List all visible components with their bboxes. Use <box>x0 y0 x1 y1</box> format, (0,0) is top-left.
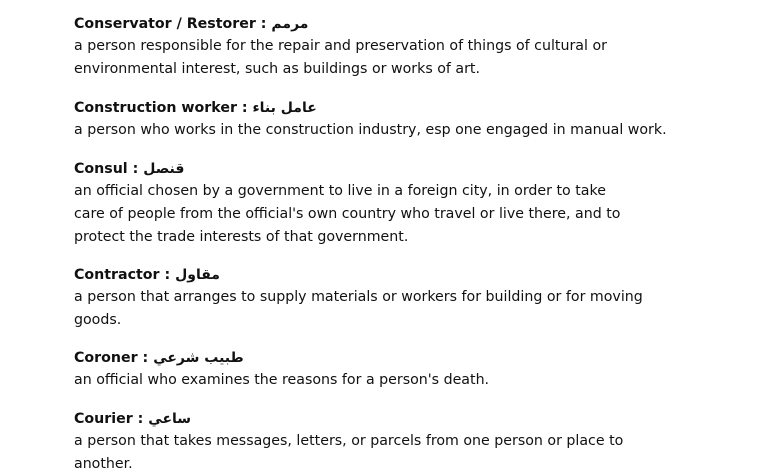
entry-arabic-translation: مقاول <box>175 267 220 283</box>
entry-arabic-translation: قنصل <box>143 161 185 177</box>
entry-term: Construction worker : <box>74 100 253 116</box>
entry-term-line <box>74 97 764 119</box>
entry-term-line <box>74 264 764 286</box>
entry-construction-worker <box>74 97 764 142</box>
entry-definition: an official chosen by a government to live in a foreign city, in order to take care of people from the official's own country who travel or live there, and to protect the trade interests of that government. <box>74 183 621 245</box>
entry-conservator <box>74 13 764 81</box>
entry-term: Coroner : <box>74 350 154 366</box>
entry-arabic-translation: عامل بناء <box>252 100 317 116</box>
entry-term-line <box>74 408 764 430</box>
entry-term: Conservator / Restorer : <box>74 16 272 32</box>
entry-definition: a person who works in the construction industry, esp one engaged in manual work. <box>74 122 667 138</box>
entry-term-line <box>74 13 764 35</box>
entry-definition: a person that takes messages, letters, or parcels from one person or place to another. <box>74 433 624 472</box>
entry-arabic-translation: طبيب شرعي <box>153 350 244 366</box>
entry-consul <box>74 158 764 249</box>
entry-coroner <box>74 347 764 392</box>
entry-definition: a person responsible for the repair and preservation of things of cultural or environmental interest, such as buildings or works of art. <box>74 38 607 77</box>
entry-contractor <box>74 264 764 332</box>
entry-arabic-translation: مرمم <box>271 16 309 32</box>
entry-term-line <box>74 347 764 369</box>
entry-term: Contractor : <box>74 267 176 283</box>
entry-definition: a person that arranges to supply materials or workers for building or for moving goods. <box>74 289 643 328</box>
entry-term-line <box>74 158 764 180</box>
entry-term: Courier : <box>74 411 149 427</box>
entry-definition: an official who examines the reasons for a person's death. <box>74 372 490 388</box>
entry-courier <box>74 408 764 476</box>
entry-term: Consul : <box>74 161 144 177</box>
entry-arabic-translation: ساعي <box>148 411 192 427</box>
